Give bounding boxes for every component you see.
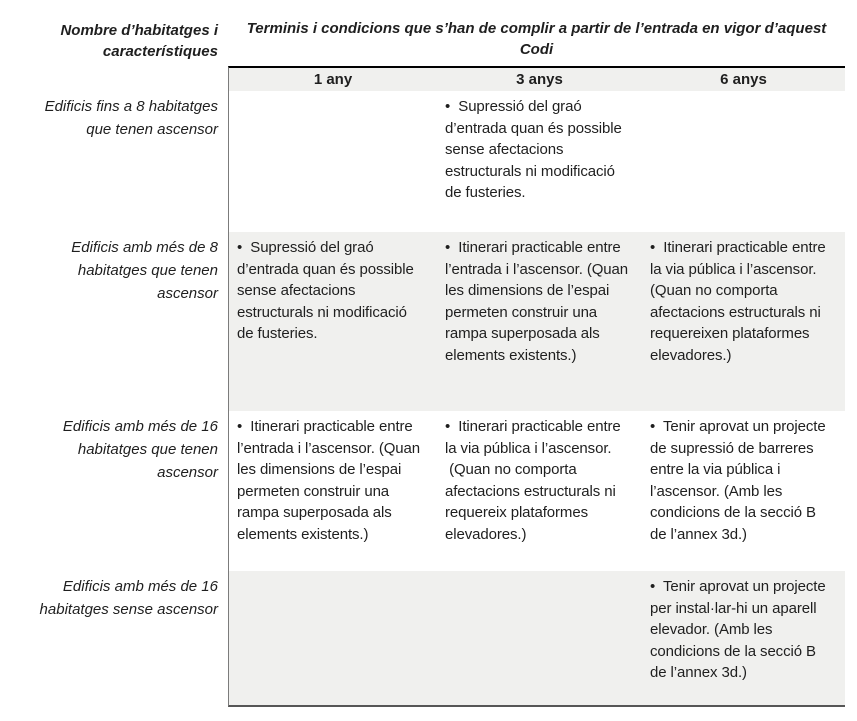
corner-header: Nombre d’habitatges i característiques <box>60 22 218 60</box>
cell-r4-6anys: • Tenir aprovat un projecte per instal·lar-hi un aparell elevador. (Amb les condicions de la secció B de l’annex 3d.) <box>642 571 845 707</box>
column-header-1-any: 1 any <box>228 66 437 91</box>
column-header-3-anys: 3 anys <box>437 66 642 91</box>
cell-r1-1any <box>228 91 437 232</box>
cell-r1-3anys: • Supressió del graó d’entrada quan és possible sense afectacions estructurals ni modificació de fusteries. <box>445 98 622 201</box>
cell-r3-1any: • Itinerari practicable entre l’entrada i l’ascensor. (Quan les dimensions de l’espai permeten construir una rampa superposada als elements existents.) <box>228 411 437 571</box>
row-label-mes-16-amb-ascensor: Edificis amb més de 16 habitatges que tenen ascensor <box>62 418 218 481</box>
terminis-condicions-table <box>0 16 857 707</box>
row-label-fins-8-amb-ascensor: Edificis fins a 8 habitatges que tenen ascensor <box>44 98 218 138</box>
cell-r2-1any: • Supressió del graó d’entrada quan és possible sense afectacions estructurals ni modificació de fusteries. <box>228 232 437 411</box>
cell-r3-3anys: • Itinerari practicable entre la via pública i l’ascensor. (Quan no comporta afectacions estructurals ni requereix plataformes elevadores.) <box>445 418 621 543</box>
cell-r2-6anys: • Itinerari practicable entre la via pública i l’ascensor. (Quan no comporta afectacions estructurals ni requereixen plataformes elevadores.) <box>642 232 845 411</box>
row-label-mes-8-amb-ascensor: Edificis amb més de 8 habitatges que tenen ascensor <box>71 239 218 302</box>
cell-r2-3anys: • Itinerari practicable entre l’entrada i l’ascensor. (Quan les dimensions de l’espai permeten construir una rampa superposada als elements existents.) <box>437 232 642 411</box>
cell-r4-3anys <box>437 571 642 707</box>
column-header-6-anys: 6 anys <box>642 66 845 91</box>
table-main-header: Terminis i condicions que s’han de complir a partir de l’entrada en vigor d’aquest Codi <box>246 20 827 58</box>
row-label-mes-16-sense-ascensor: Edificis amb més de 16 habitatges sense ascensor <box>39 578 218 618</box>
cell-r4-1any <box>228 571 437 707</box>
cell-r1-6anys <box>642 91 845 232</box>
cell-r3-6anys: • Tenir aprovat un projecte de supressió de barreres entre la via pública i l’ascensor. (Amb les condicions de la secció B de l’annex 3d.) <box>650 418 826 543</box>
